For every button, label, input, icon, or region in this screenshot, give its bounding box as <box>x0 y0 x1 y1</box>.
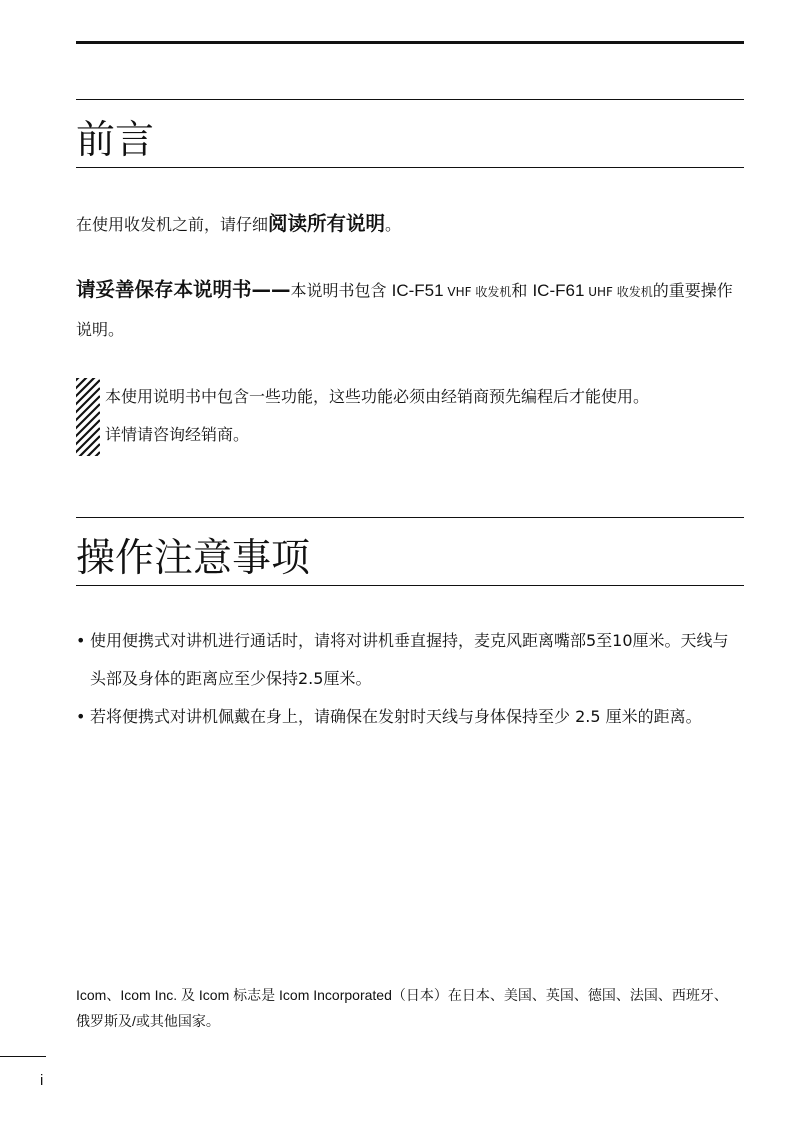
precautions-list <box>76 622 744 736</box>
bullet-icon: • <box>76 631 86 650</box>
keep-text1: 本说明书包含 <box>290 281 392 300</box>
keep-text2: 的重要操作说明。 <box>76 281 733 339</box>
section-rule-bottom-foreword <box>76 167 744 168</box>
keep-manual-paragraph <box>76 271 744 349</box>
intro-suffix: 。 <box>385 215 402 234</box>
section-rule-top-precautions <box>76 517 744 518</box>
model-ic-f61: IC-F61 <box>532 281 585 300</box>
intro-bold: 阅读所有说明 <box>268 212 386 235</box>
hatched-note-icon <box>76 378 100 456</box>
model-ic-f51: IC-F51 <box>391 281 444 300</box>
band-uhf: UHF 收发机 <box>584 285 653 299</box>
intro-paragraph <box>76 205 744 244</box>
precautions-title: 操作注意事项 <box>76 536 311 581</box>
trademark-line-2: 俄罗斯及/或其他国家。 <box>76 1013 220 1029</box>
section-rule-top-foreword <box>76 99 744 100</box>
list-item-text: 若将便携式对讲机佩戴在身上，请确保在发射时天线与身体保持至少 2.5 厘米的距离。 <box>90 707 702 726</box>
trademark-line-1: Icom、Icom Inc. 及 Icom 标志是 Icom Incorporated（日本）在日本、美国、英国、德国、法国、西班牙、 <box>76 987 728 1003</box>
note-text <box>105 378 745 454</box>
note-line-2: 详情请咨询经销商。 <box>105 425 250 444</box>
section-rule-bottom-precautions <box>76 585 744 586</box>
list-item <box>76 622 744 698</box>
trademark-notice <box>76 982 744 1034</box>
keep-manual-bold: 请妥善保存本说明书—— <box>76 278 291 301</box>
page-number: i <box>40 1072 44 1089</box>
intro-prefix: 在使用收发机之前，请仔细 <box>76 215 269 234</box>
list-item-text: 使用便携式对讲机进行通话时，请将对讲机垂直握持，麦克风距离嘴部5至10厘米。天线与头部及身体的距离应至少保持2.5厘米。 <box>90 631 729 688</box>
band-vhf: VHF 收发机 <box>443 285 512 299</box>
bullet-icon: • <box>76 707 86 726</box>
page-number-rule <box>0 1056 46 1057</box>
list-item <box>76 698 744 736</box>
note-line-1: 本使用说明书中包含一些功能，这些功能必须由经销商预先编程后才能使用。 <box>105 387 650 406</box>
top-rule <box>76 41 744 44</box>
foreword-title: 前言 <box>76 118 155 163</box>
and-text: 和 <box>511 281 533 300</box>
